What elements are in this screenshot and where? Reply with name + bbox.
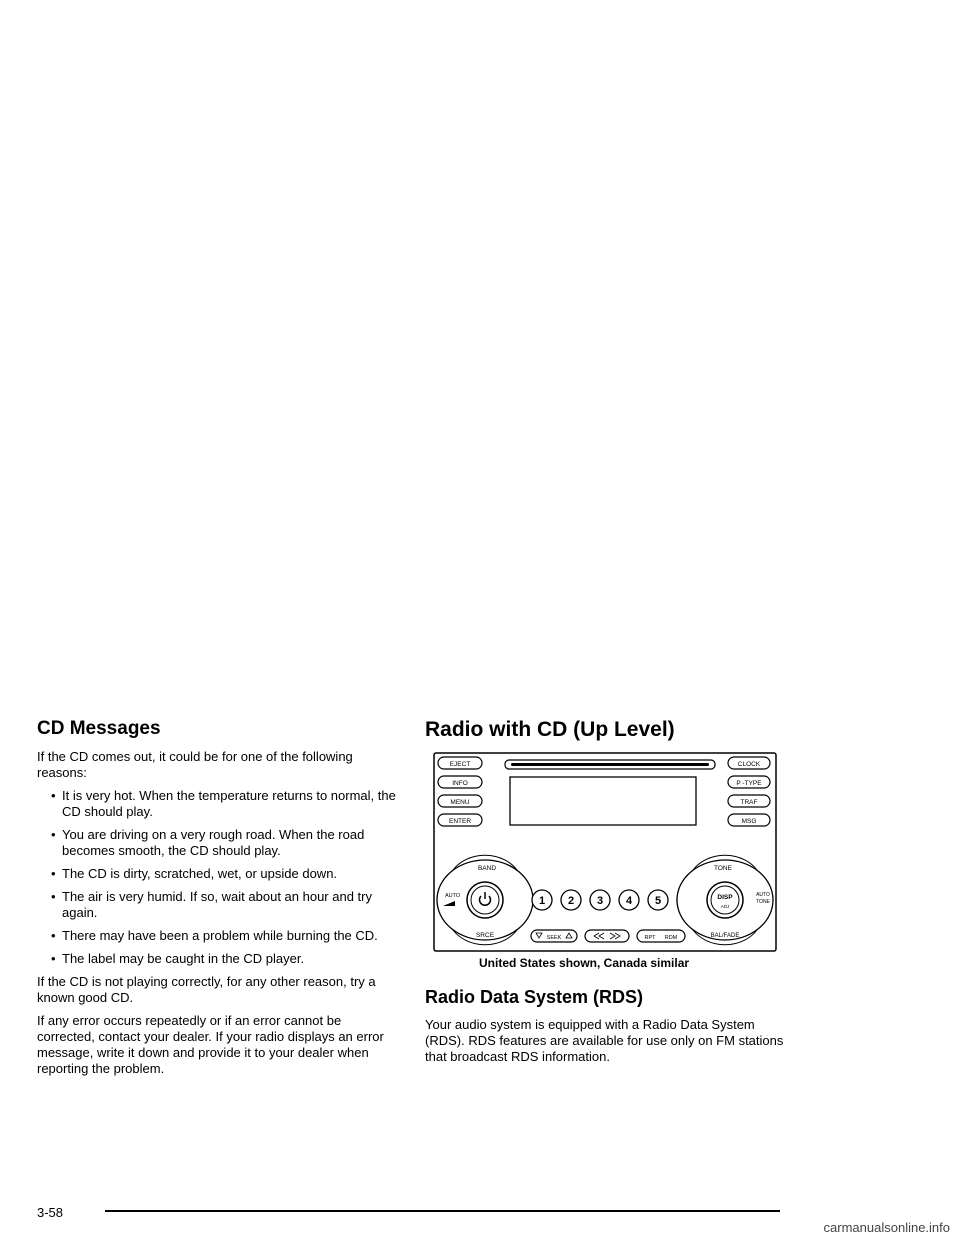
clock-button[interactable]	[728, 757, 770, 769]
svg-text:EJECT: EJECT	[449, 761, 471, 768]
svg-text:TRAF: TRAF	[740, 799, 758, 806]
info-button[interactable]	[438, 776, 482, 788]
svg-text:INFO: INFO	[452, 780, 468, 787]
enter-button[interactable]	[438, 814, 482, 826]
msg-button[interactable]	[728, 814, 770, 826]
svg-text:P -TYPE: P -TYPE	[736, 780, 762, 787]
radio-heading: Radio with CD (Up Level)	[425, 718, 675, 741]
list-item: • The air is very humid. If so, wait about an hour and try again.	[51, 889, 372, 920]
menu-button[interactable]	[438, 795, 482, 807]
bullet-icon: •	[51, 866, 56, 881]
cd-reasons-list	[37, 788, 397, 967]
cd-messages-heading: CD Messages	[37, 718, 161, 739]
radio-caption: United States shown, Canada similar	[479, 956, 690, 970]
rpt-rdm-button[interactable]	[637, 930, 685, 942]
cd-messages-column	[37, 718, 397, 1084]
bullet-icon: •	[51, 928, 56, 943]
svg-text:5: 5	[654, 895, 662, 907]
list-item: • There may have been a problem while burning the CD.	[51, 928, 378, 943]
list-item: • It is very hot. When the temperature returns to normal, the CD should play.	[51, 788, 396, 819]
list-item: • The CD is dirty, scratched, wet, or upside down.	[51, 866, 338, 881]
bullet-icon: •	[51, 827, 56, 842]
footer-rule	[105, 1210, 780, 1212]
svg-text:SEEK: SEEK	[546, 935, 562, 941]
list-item: • The label may be caught in the CD player.	[51, 951, 305, 966]
page-number: 3-58	[37, 1205, 64, 1220]
seek-button[interactable]	[531, 930, 577, 942]
rds-heading: Radio Data System (RDS)	[425, 987, 644, 1007]
svg-text:CLOCK: CLOCK	[737, 761, 761, 768]
svg-text:RDM: RDM	[664, 935, 678, 941]
radio-illustration	[433, 752, 777, 952]
cd-messages-intro: If the CD comes out, it could be for one of the following reasons:	[37, 749, 353, 780]
svg-text:MSG: MSG	[741, 818, 757, 825]
svg-text:TONE: TONE	[714, 865, 732, 872]
srce-button[interactable]	[476, 932, 495, 939]
radio-faceplate-drawing	[433, 752, 777, 952]
adj-label: ADJ	[720, 904, 730, 909]
preset-button-3[interactable]	[590, 890, 610, 910]
svg-text:2: 2	[567, 895, 575, 907]
disp-label: DISP	[717, 894, 733, 901]
preset-button-1[interactable]	[532, 890, 552, 910]
svg-text:RPT: RPT	[644, 935, 656, 941]
cd-paragraph-error: If any error occurs repeatedly or if an error cannot be corrected, contact your dealer. If your radio displays an error message, write it down and provide it to your dealer when reporting the problem.	[37, 1013, 384, 1076]
preset-button-4[interactable]	[619, 890, 639, 910]
bullet-icon: •	[51, 889, 56, 904]
eject-button[interactable]	[438, 757, 482, 769]
svg-text:BAL/FADE: BAL/FADE	[710, 933, 740, 939]
scan-button[interactable]	[585, 930, 629, 942]
svg-text:MENU: MENU	[450, 799, 470, 806]
bullet-icon: •	[51, 951, 56, 966]
svg-text:AUTO: AUTO	[445, 893, 461, 899]
preset-button-2[interactable]	[561, 890, 581, 910]
traf-button[interactable]	[728, 795, 770, 807]
svg-text:SRCE: SRCE	[475, 932, 495, 939]
svg-text:4: 4	[625, 895, 633, 907]
radio-display	[510, 777, 696, 825]
auto-tone-label	[756, 892, 770, 905]
watermark: carmanualsonline.info	[823, 1220, 950, 1235]
radio-column	[425, 718, 785, 1072]
bullet-icon: •	[51, 788, 56, 803]
svg-text:AUTO: AUTO	[756, 892, 770, 898]
cd-slot-opening	[511, 763, 709, 766]
svg-text:ENTER: ENTER	[448, 818, 472, 825]
bal-fade-button[interactable]	[711, 933, 740, 939]
rds-paragraph: Your audio system is equipped with a Radio Data System (RDS). RDS features are available for use only on FM stations that broadcast RDS information.	[425, 1017, 784, 1064]
preset-button-5[interactable]	[648, 890, 668, 910]
svg-text:BAND: BAND	[477, 865, 497, 872]
list-item: • You are driving on a very rough road. When the road becomes smooth, the CD should play.	[51, 827, 365, 858]
tone-button[interactable]	[714, 865, 733, 872]
band-button[interactable]	[478, 865, 496, 872]
cd-paragraph-try-good-cd: If the CD is not playing correctly, for any other reason, try a known good CD.	[37, 974, 376, 1005]
svg-text:TONE: TONE	[756, 899, 770, 905]
svg-text:3: 3	[596, 895, 604, 907]
svg-text:1: 1	[538, 895, 546, 907]
ptype-button[interactable]	[728, 776, 770, 788]
